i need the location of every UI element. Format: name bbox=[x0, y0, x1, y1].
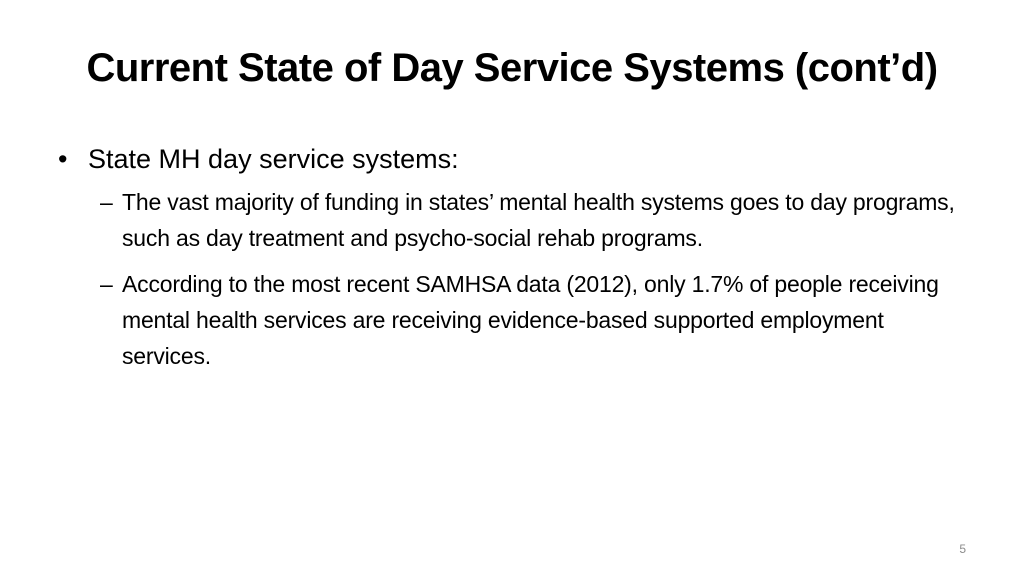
sub-bullet-item bbox=[100, 184, 976, 256]
bullet-text: State MH day service systems: bbox=[88, 144, 459, 174]
slide-title: Current State of Day Service Systems (cont’d) bbox=[86, 46, 938, 90]
sub-bullet-text: According to the most recent SAMHSA data (2012), only 1.7% of people receiving mental health services are receiving evidence-based supported employment services. bbox=[122, 271, 939, 369]
sub-bullet-marker: – bbox=[100, 189, 113, 215]
sub-bullet-marker: – bbox=[100, 271, 113, 297]
bullet-item bbox=[56, 140, 976, 178]
sub-bullet-list bbox=[56, 184, 976, 374]
sub-bullet-item bbox=[100, 266, 976, 374]
slide-content bbox=[56, 140, 976, 384]
bullet-marker: • bbox=[58, 144, 68, 174]
page-number: 5 bbox=[959, 542, 966, 556]
sub-bullet-text: The vast majority of funding in states’ mental health systems goes to day programs, such as day treatment and psycho-social rehab programs. bbox=[122, 189, 955, 251]
